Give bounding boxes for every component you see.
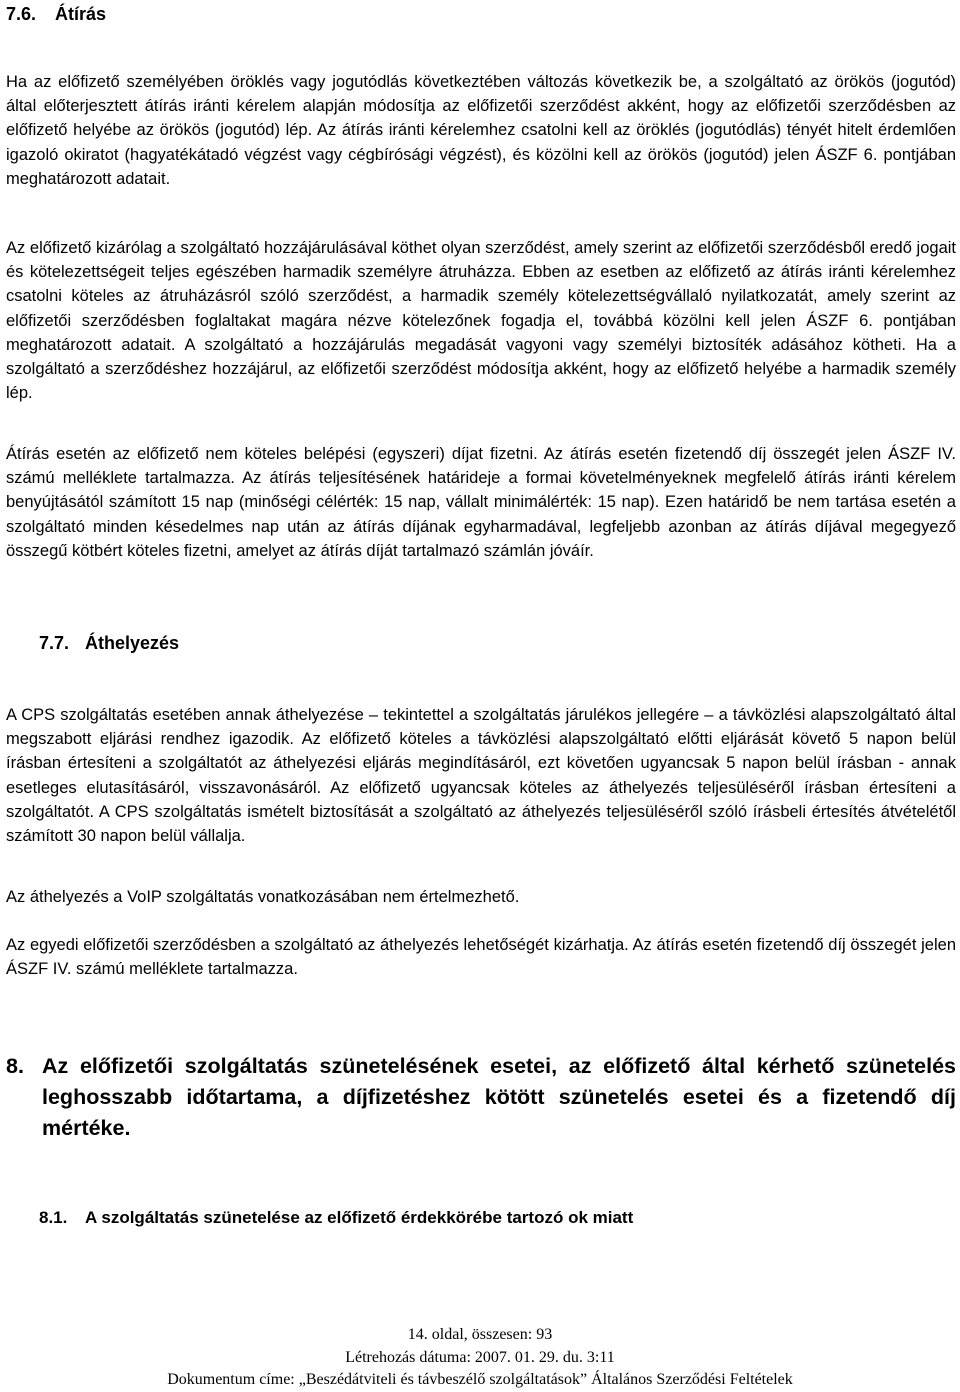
- paragraph-inheritance: Ha az előfizető személyében öröklés vagy jogutódlás következtében változás következik be, a szolgáltató az örökös (jogutód) által előterjesztett átírás iránti kérelem alapján módosítja az előfizetői szerződést akként, hogy az előfizetői szerződésben az előfizető helyébe az örökös (jogutód) lép. Az átírás iránti kérelemhez csatolni kell az öröklés (jogutódlás) tényét hitelt érdemlően igazoló okiratot (hagyatékátadó végzést vagy cégbírósági végzést), és közölni kell az örökös (jogutód) jelen ÁSZF 6. pontjában meghatározott adatait.: [6, 73, 956, 188]
- chapter-title: Az előfizetői szolgáltatás szünetelésének esetei, az előfizető által kérhető szünetelés leghosszabb időtartama, a díjfizetéshez kötött szünetelés esetei és a fizetendő díj mértéke.: [42, 1054, 956, 1140]
- paragraph-voip: Az áthelyezés a VoIP szolgáltatás vonatkozásában nem értelmezhető.: [6, 888, 520, 906]
- section-number: 7.6.: [6, 4, 37, 24]
- chapter-number: 8.: [6, 1054, 24, 1078]
- section-heading-8-1: [39, 1207, 633, 1229]
- section-number: 8.1.: [39, 1208, 68, 1227]
- footer-page-number: 14. oldal, összesen: 93: [407, 1326, 553, 1343]
- section-heading-7-7: [39, 632, 179, 654]
- section-heading-7-6: [6, 3, 106, 25]
- footer-creation-date: Létrehozás dátuma: 2007. 01. 29. du. 3:11: [345, 1349, 615, 1366]
- section-title: Áthelyezés: [85, 633, 180, 653]
- paragraph-transfer-fee: Átírás esetén az előfizető nem köteles belépési (egyszeri) díjat fizetni. Az átírás esetén fizetendő díj összegét jelen ÁSZF IV. számú melléklete tartalmazza. Az átírás teljesítésének határideje a formai követelményeknek megfelelő átírás iránti kérelem benyújtásától számított 15 nap (minőségi célérték: 15 nap, vállalt minimálérték: 15 nap). Ezen határidő be nem tartása esetén a szolgáltató minden késedelmes nap után az átírás díjának egyharmadával, legfeljebb azonban az átírás díjával megegyező összegű kötbért köteles fizetni, amelyet az átírás díját tartalmazó számlán jóváír.: [6, 445, 956, 560]
- section-title: A szolgáltatás szünetelése az előfizető érdekkörébe tartozó ok miatt: [85, 1208, 634, 1227]
- chapter-heading-8: [6, 1051, 956, 1144]
- footer-document-title: Dokumentum címe: „Beszédátviteli és távbeszélő szolgáltatások” Általános Szerződési Feltételek: [167, 1371, 793, 1388]
- section-title: Átírás: [55, 4, 107, 24]
- paragraph-relocation-exclusion: Az egyedi előfizetői szerződésben a szolgáltató az áthelyezés lehetőségét kizárhatja. Az átírás esetén fizetendő díj összegét jelen ÁSZF IV. számú melléklete tartalmazza.: [6, 936, 956, 979]
- section-number: 7.7.: [39, 633, 70, 653]
- paragraph-relocation: A CPS szolgáltatás esetében annak áthelyezése – tekintettel a szolgáltatás járulékos jellegére – a távközlési alapszolgáltató által megszabott eljárási rendhez igazodik. Az előfizető köteles a távközlési alapszolgáltató előtti eljárását követő 5 napon belül írásban értesíteni a szolgáltatót az áthelyezési eljárás megindításáról, ezt követően ugyancsak 5 napon belül írásban - annak esetleges elutasításáról, visszavonásáról. Az előfizető ugyancsak köteles az áthelyezés teljesüléséről írásban értesíteni a szolgáltatót. A CPS szolgáltatás ismételt biztosítását a szolgáltató az áthelyezés teljesüléséről szóló írásbeli értesítés átvételétől számított 30 napon belül vállalja.: [6, 706, 956, 846]
- paragraph-transfer: Az előfizető kizárólag a szolgáltató hozzájárulásával köthet olyan szerződést, amely szerint az előfizetői szerződésből eredő jogait és kötelezettségeit teljes egészében harmadik személyre átruházza. Ebben az esetben az előfizető az átírás iránti kérelemhez csatolni köteles az átruházásról szóló szerződést, a harmadik személy kötelezettségvállaló nyilatkozatát, amely szerint az előfizetői szerződésben foglaltakat magára nézve kötelezőnek fogadja el, továbbá közölni kell jelen ÁSZF 6. pontjában meghatározott adatait. A szolgáltató a hozzájárulás megadását vagyoni vagy személyi biztosíték adásához kötheti. Ha a szolgáltató a szerződéshez hozzájárul, az előfizetői szerződést módosítja akként, hogy az előfizető helyébe a harmadik személy lép.: [6, 239, 956, 403]
